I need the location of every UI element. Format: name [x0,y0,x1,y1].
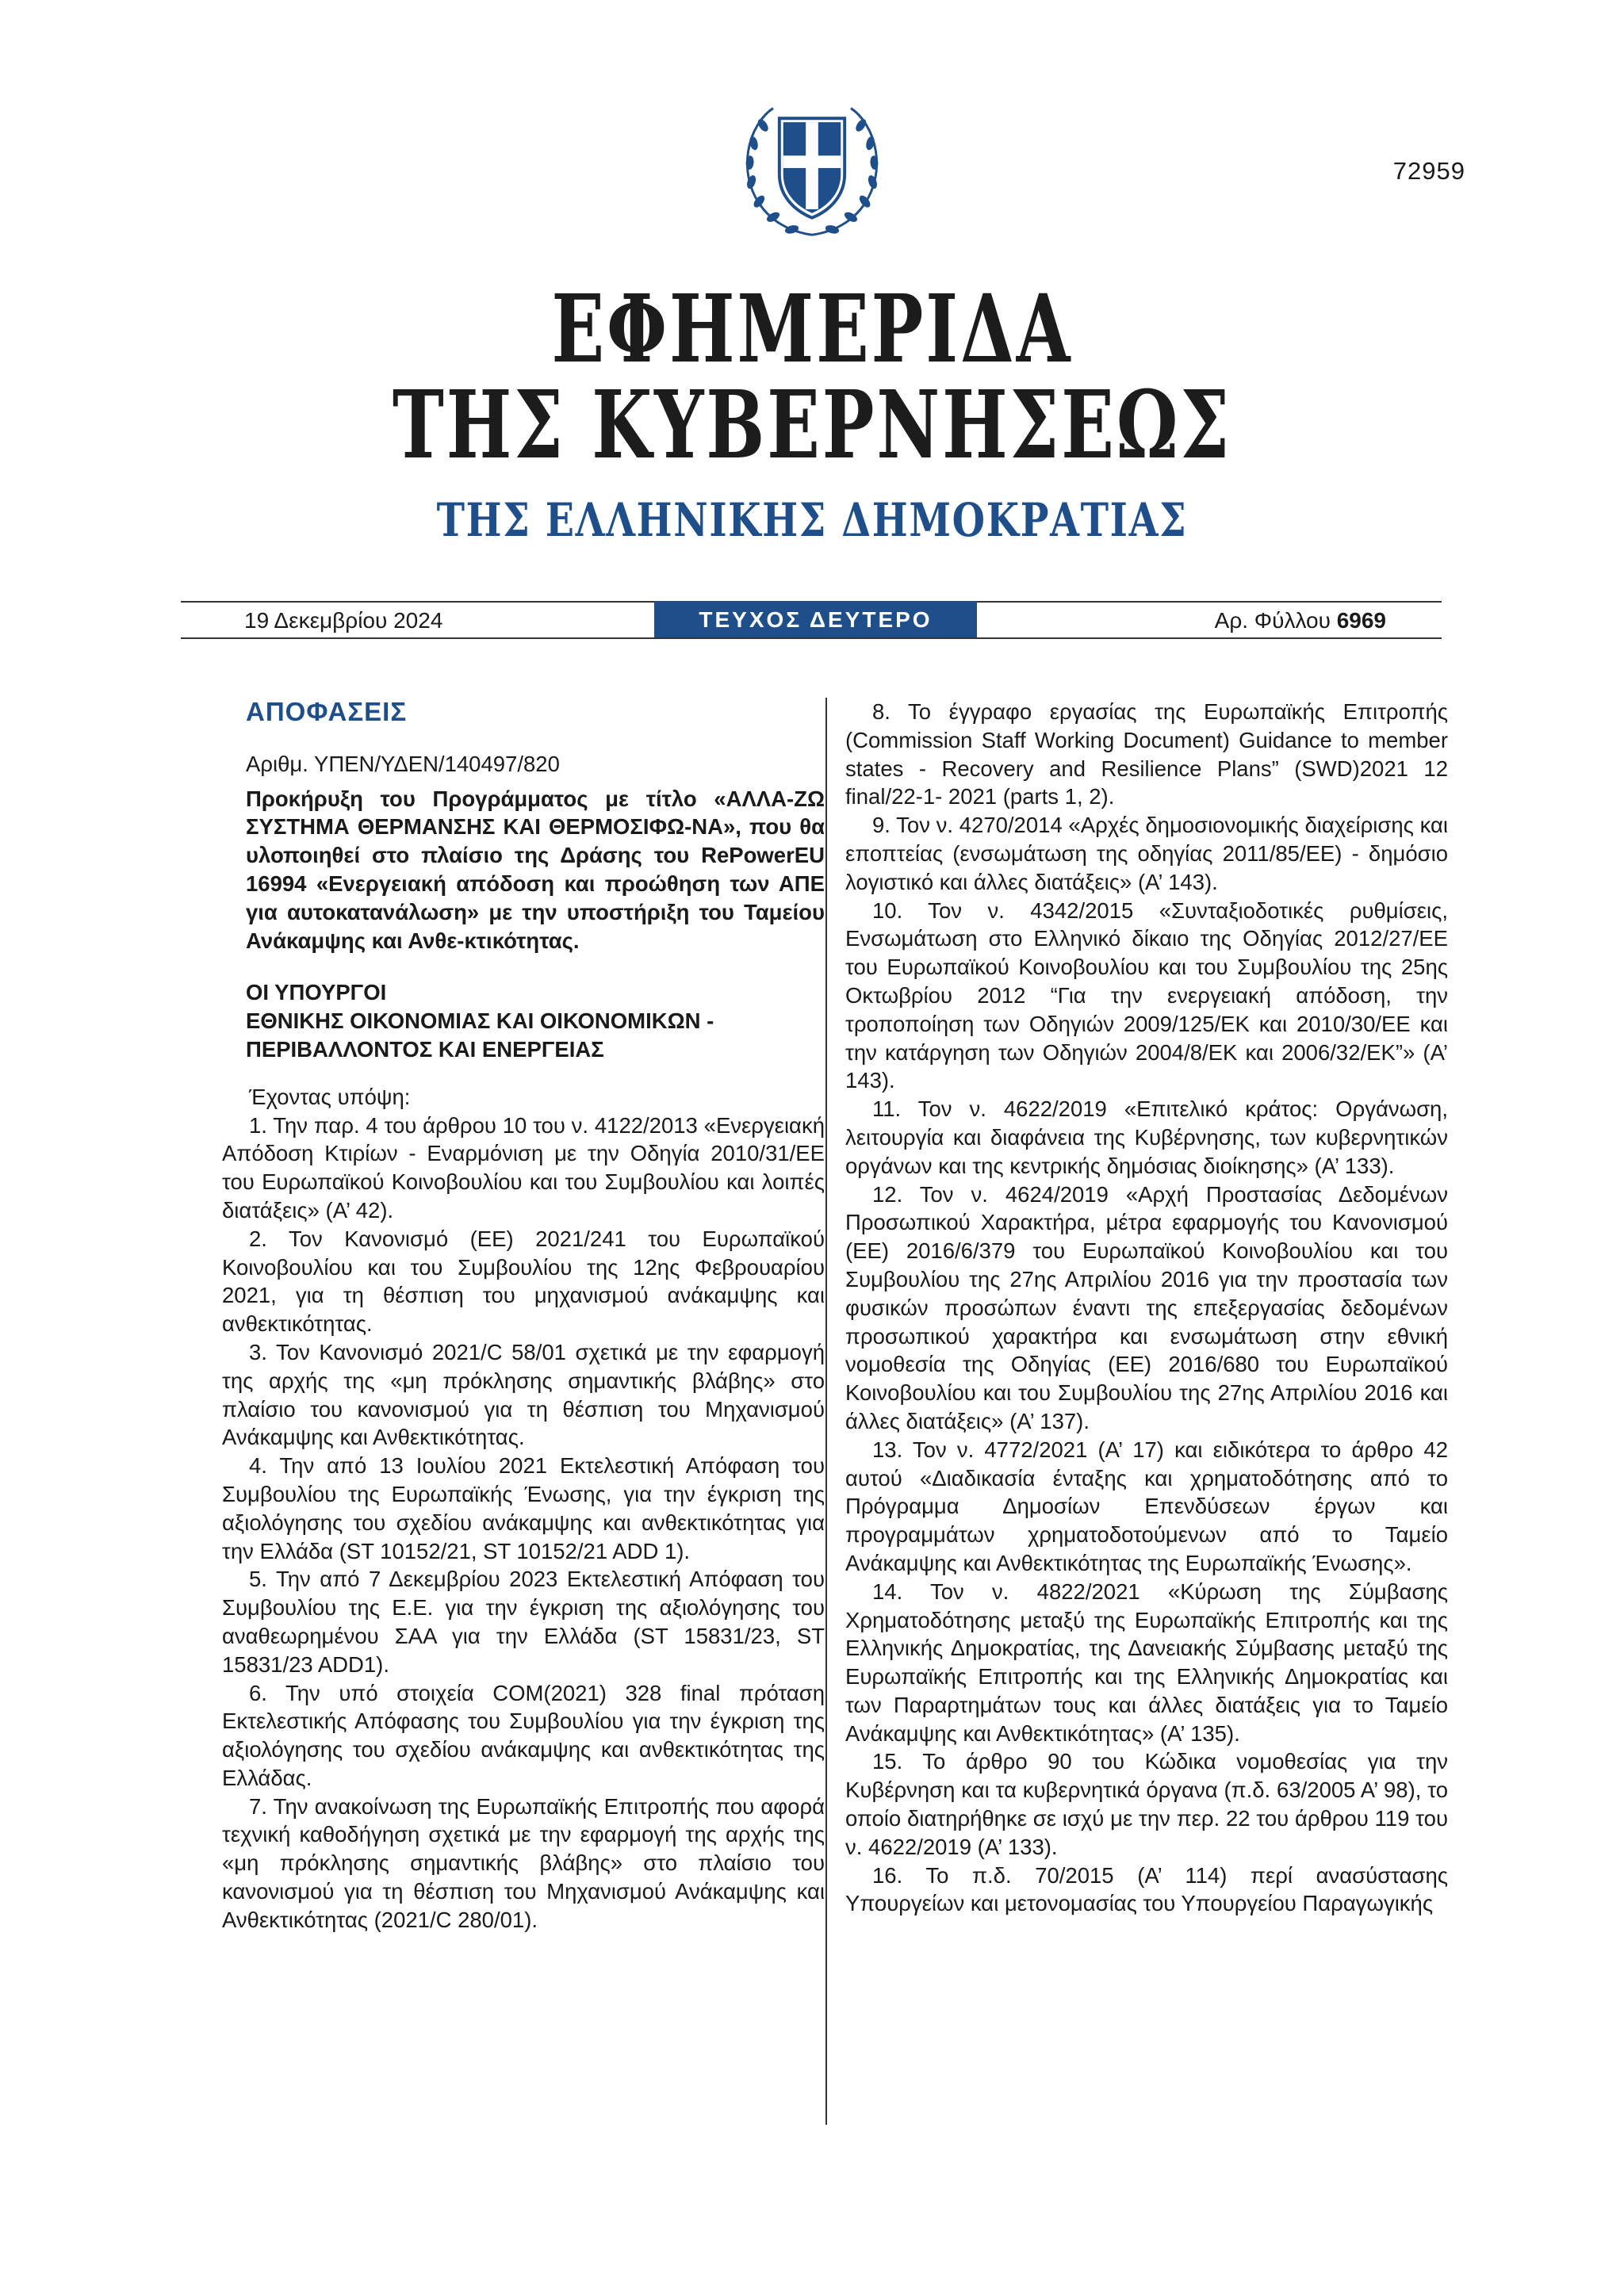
legal-reference-item: 11. Τον ν. 4622/2019 «Επιτελικό κράτος: Οργάνωση, λειτουργία και διαφάνεια της Κυβέρνησης, των κυβερνητικών οργάνων και της κεντρικής δημόσιας διοίκησης» (Α’ 133). [845,1096,1448,1178]
sheet-number: 6969 [1336,608,1386,633]
gazette-subtitle: ΤΗΣ ΕΛΛΗΝΙΚΗΣ ΔΗΜΟΚΡΑΤΙΑΣ [436,493,1188,547]
legal-reference-item: 9. Τον ν. 4270/2014 «Αρχές δημοσιονομικής διαχείρισης και εποπτείας (ενσωμάτωση της οδηγίας 2011/85/ΕΕ) - δημόσιο λογιστικό και άλλες διατάξεις» (Α’ 143). [845,813,1448,894]
right-column [845,698,1448,1918]
ministers-heading [246,978,825,1063]
left-column [222,698,825,1934]
issue-series-badge: ΤΕΥΧΟΣ ΔΕΥΤΕΡΟ [654,601,977,639]
issue-bar [181,601,1442,639]
sheet-label: Αρ. Φύλλου [1214,608,1337,633]
gazette-title-line1: ΕΦΗΜΕΡΙΔΑ [551,274,1073,384]
legal-reference-item: 4. Την από 13 Ιουλίου 2021 Εκτελεστική Απόφαση του Συμβουλίου της Ευρωπαϊκής Ένωσης, για την έγκριση της αξιολόγησης του σχεδίου ανάκαμψης και ανθεκτικότητας για την Ελλάδα (ST 10152/21, ST 10152/21 ADD 1). [222,1453,825,1563]
section-heading: ΑΠΟΦΑΣΕΙΣ [246,697,408,726]
ministers-line: ΠΕΡΙΒΑΛΛΟΝΤΟΣ ΚΑΙ ΕΝΕΡΓΕΙΑΣ [246,1036,604,1062]
legal-reference-item: 13. Τον ν. 4772/2021 (Α’ 17) και ειδικότερα το άρθρο 42 αυτού «Διαδικασία ένταξης και χρηματοδότησης από το Πρόγραμμα Δημοσίων Επενδύσεων έργων και προγραμμάτων χρηματοδοτούμενων από το Ταμείο Ανάκαμψης και Ανθεκτικότητας της Ευρωπαϊκής Ένωσης». [845,1437,1448,1575]
legal-reference-item: 1. Την παρ. 4 του άρθρου 10 του ν. 4122/2013 «Ενεργειακή Απόδοση Κτιρίων - Εναρμόνιση με την Οδηγία 2010/31/ΕΕ του Ευρωπαϊκού Κοινοβουλίου και του Συμβουλίου και λοιπές διατάξεις» (Α’ 42). [222,1112,825,1223]
legal-reference-item: 10. Τον ν. 4342/2015 «Συνταξιοδοτικές ρυθμίσεις, Ενσωμάτωση στο Ελληνικό δίκαιο της Οδηγίας 2012/27/ΕΕ του Ευρωπαϊκού Κοινοβουλίου και του Συμβουλίου της 25ης Οκτωβρίου 2012 “Για την ενεργειακή απόδοση, την τροποποίηση των Οδηγιών 2009/125/ΕΚ και 2010/30/ΕΕ και την κατάργηση των Οδηγιών 2004/8/ΕΚ και 2006/32/ΕΚ”» (Α’ 143). [845,897,1448,1093]
legal-reference-item: 12. Τον ν. 4624/2019 «Αρχή Προστασίας Δεδομένων Προσωπικού Χαρακτήρα, μέτρα εφαρμογής του Κανονισμού (ΕΕ) 2016/6/379 του Ευρωπαϊκού Κοινοβουλίου και του Συμβουλίου της 27ης Απριλίου 2016 για την προστασία των φυσικών προσώπων έναντι της επεξεργασίας δεδομένων προσωπικού χαρακτήρα και ενσωμάτωση στην εθνική νομοθεσία της Οδηγίας (ΕΕ) 2016/680 του Ευρωπαϊκού Κοινοβουλίου και του Συμβουλίου της 27ης Απριλίου 2016 και άλλες διατάξεις» (Α’ 137). [845,1181,1448,1433]
legal-reference-item: 3. Τον Κανονισμό 2021/C 58/01 σχετικά με την εφαρμογή της αρχής της «μη πρόκλησης σημαντικής βλάβης» στο πλαίσιο του κανονισμού για τη θέσπιση του Μηχανισμού Ανάκαμψης και Ανθεκτικότητας. [222,1339,825,1450]
legal-reference-item: 14. Τον ν. 4822/2021 «Κύρωση της Σύμβασης Χρηματοδότησης μεταξύ της Ευρωπαϊκής Επιτροπής και της Ελληνικής Δημοκρατίας, της Δανειακής Σύμβασης μεταξύ της Ευρωπαϊκής Επιτροπής και της Ελληνικής Δημοκρατίας και των Παραρτημάτων τους και άλλες διατάξεις για το Ταμείο Ανάκαμψης και Ανθεκτικότητας» (Α’ 135). [845,1578,1448,1746]
decision-title: Προκήρυξη του Προγράμματος με τίτλο «ΑΛΛΑ-ΖΩ ΣΥΣΤΗΜΑ ΘΕΡΜΑΝΣΗΣ ΚΑΙ ΘΕΡΜΟΣΙΦΩ-ΝΑ», που θα υλοποιηθεί στο πλαίσιο της Δράσης του RePowerEU 16994 «Ενεργειακή απόδοση και προώθηση των ΑΠΕ για αυτοκατανάλωση» με την υποστήριξη του Ταμείου Ανάκαμψης και Ανθε-κτικότητας. [246,786,825,953]
greek-coat-of-arms-icon [734,89,890,244]
issue-bar-bottom-rule [181,637,1442,639]
ministers-line: ΕΘΝΙΚΗΣ ΟΙΚΟΝΟΜΙΑΣ ΚΑΙ ΟΙΚΟΝΟΜΙΚΩΝ - [246,1008,714,1034]
decision-ref-number: Αριθμ. ΥΠΕΝ/ΥΔΕΝ/140497/820 [246,751,560,776]
legal-reference-item: 2. Τον Κανονισμό (ΕΕ) 2021/241 του Ευρωπαϊκού Κοινοβουλίου και του Συμβουλίου της 12ης Φεβρουαρίου 2021, για τη θέσπιση του μηχανισμού ανάκαμψης και ανθεκτικότητας. [222,1226,825,1337]
considering-label: Έχοντας υπόψη: [249,1084,411,1109]
legal-reference-item: 5. Την από 7 Δεκεμβρίου 2023 Εκτελεστική Απόφαση του Συμβουλίου της Ε.Ε. για την έγκριση της αξιολόγησης του αναθεωρημένου ΣΑΑ για την Ελλάδα (ST 15831/23, ST 15831/23 ADD1). [222,1567,825,1677]
legal-reference-item: 16. Το π.δ. 70/2015 (Α’ 114) περί ανασύστασης Υπουργείων και μετονομασίας του Υπουργείου Παραγωγικής [845,1862,1448,1916]
page-number: 72959 [1392,157,1465,185]
column-divider [825,698,827,2125]
gazette-title-line2: ΤΗΣ ΚΥΒΕΡΝΗΣΕΩΣ [392,369,1232,480]
legal-reference-item: 6. Την υπό στοιχεία COM(2021) 328 final πρόταση Εκτελεστικής Απόφασης του Συμβουλίου για την έγκριση της αξιολόγησης του σχεδίου ανάκαμψης και ανθεκτικότητας της Ελλάδας. [222,1680,825,1790]
legal-reference-item: 7. Την ανακοίνωση της Ευρωπαϊκής Επιτροπής που αφορά τεχνική καθοδήγηση σχετικά με την εφαρμογή της αρχής της «μη πρόκλησης σημαντικής βλάβης» στο πλαίσιο του κανονισμού για τη θέσπιση του Μηχανισμού Ανάκαμψης και Ανθεκτικότητας (2021/C 280/01). [222,1793,825,1932]
issue-sheet-number [1215,608,1386,633]
ministers-line: ΟΙ ΥΠΟΥΡΓΟΙ [246,980,387,1005]
legal-reference-item: 15. Το άρθρο 90 του Κώδικα νομοθεσίας για την Κυβέρνηση και τα κυβερνητικά όργανα (π.δ. 63/2005 Α’ 98), το οποίο διατηρήθηκε σε ισχύ με την περ. 22 του άρθρου 119 του ν. 4622/2019 (Α’ 133). [845,1749,1448,1859]
issue-date: 19 Δεκεμβρίου 2024 [244,608,443,633]
legal-reference-item: 8. Το έγγραφο εργασίας της Ευρωπαϊκής Επιτροπής (Commission Staff Working Document) Guidance to member states - Recovery and Resilience Plans” (SWD)2021 12 final/22-1- 2021 (parts 1, 2). [845,699,1448,809]
